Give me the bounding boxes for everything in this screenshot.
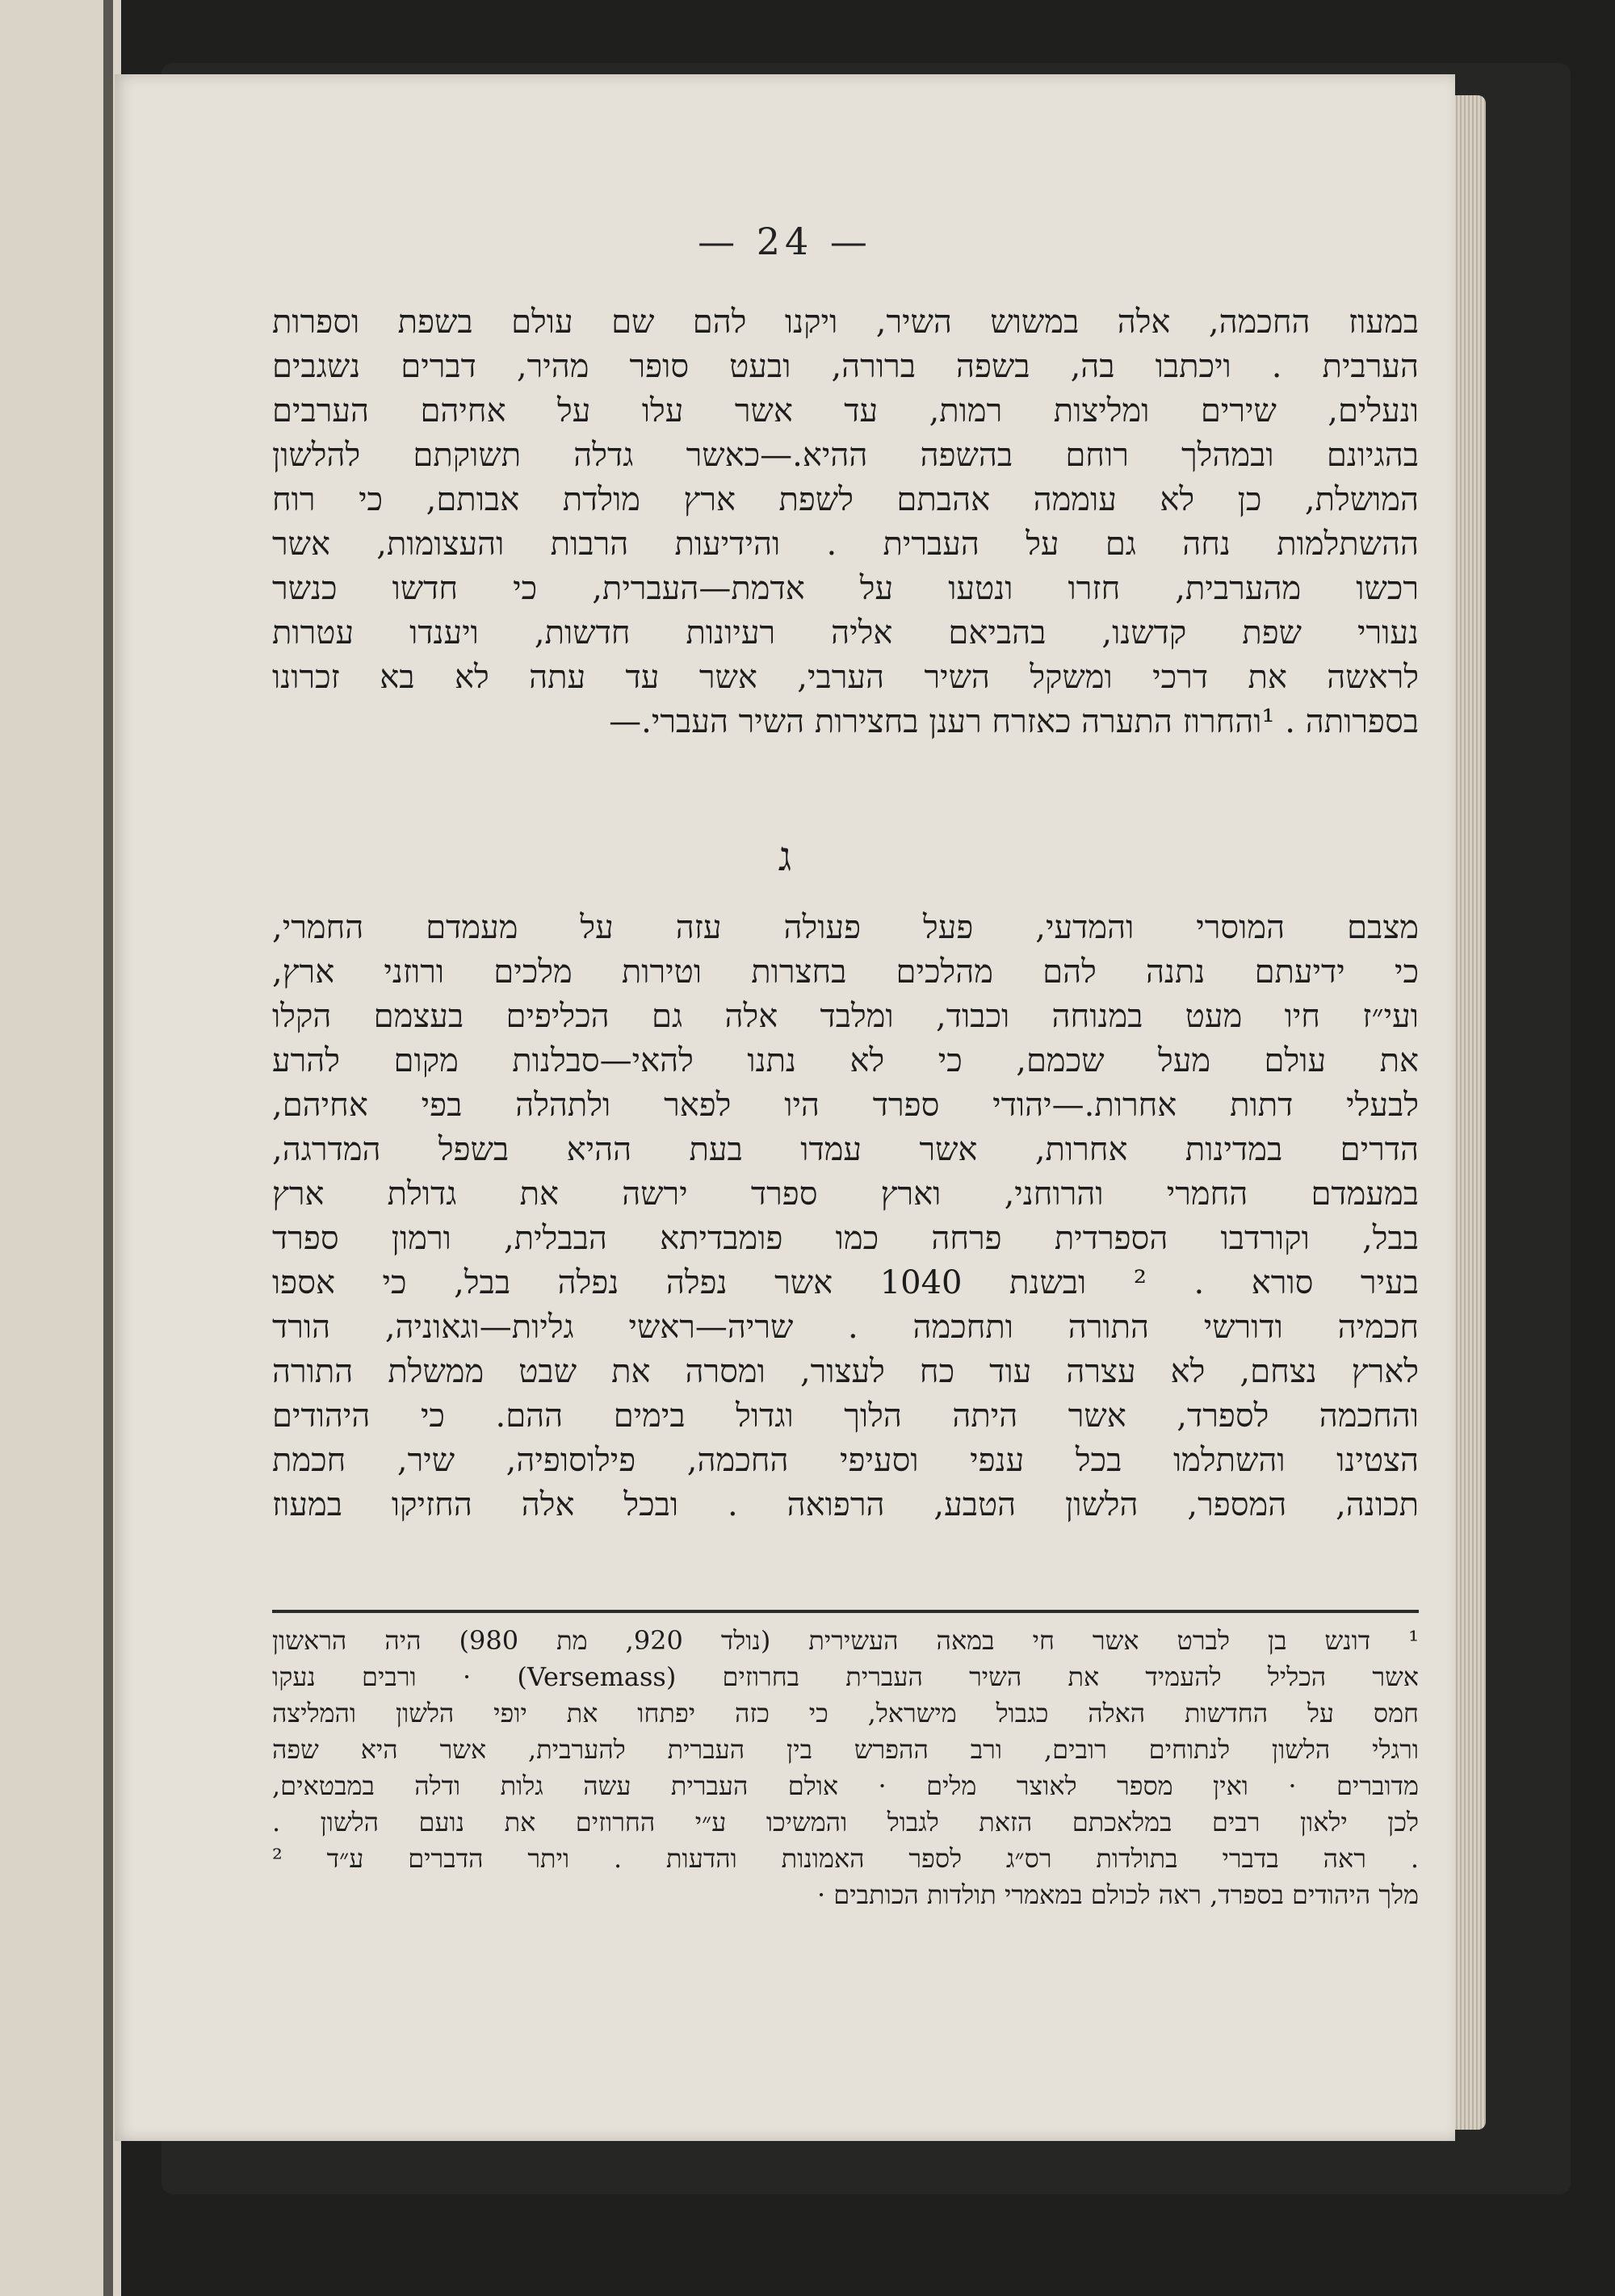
text-line: רכשו מהערבית, חזרו ונטעו על אדמת—העברית, כי חדשו כנשר: [272, 570, 1419, 607]
footnote-line: חמס על החדשות האלה כגבול מישראל, כי כזה יפתחו את יופי הלשון והמליצה: [272, 1698, 1419, 1728]
text-line: ההשתלמות נחה גם על העברית . והידיעות הרבות והעצומות, אשר: [272, 526, 1419, 563]
footnotes: [272, 1623, 1419, 1913]
text-line: ונעלים, שירים ומליצות רמות, עד אשר עלו על אחיהם הערבים: [272, 392, 1419, 429]
text-line: את עולם מעל שכמם, כי לא נתנו להאי—סבלנות מקום להרע: [272, 1042, 1419, 1079]
footnote-line: לכן ילאון רבים במלאכתם הזאת לגבול והמשיכו ע״י החרוזים את נועם הלשון .: [272, 1807, 1419, 1837]
text-line: מצבם המוסרי והמדעי, פעל פעולה עזה על מעמדם החמרי,: [272, 909, 1419, 946]
footnote-line: . ראה בדברי בתולדות רס״ג לספר האמונות והדעות . ויתר הדברים ע״ד ²: [272, 1843, 1419, 1874]
text-line: לארץ נצחם, לא עצרה עוד כח לעצור, ומסרה את שבט ממשלת התורה: [272, 1353, 1419, 1390]
page-number: — 24 —: [698, 220, 872, 263]
text-line: בספרותה . ¹והחרוז התערה כאזרח רענן בחצירות השיר העברי.—: [609, 703, 1419, 740]
footnote-line: ורגלי הלשון לנתוחים רובים, ורב ההפרש בין העברית להערבית, אשר היא שפה: [272, 1734, 1419, 1765]
paragraph-1: [272, 300, 1419, 744]
text-line: הצטינו והשתלמו בכל ענפי וסעיפי החכמה, פילוסופיה, שיר, חכמת: [272, 1442, 1419, 1479]
book-gutter: [103, 0, 113, 2296]
text-line: לראשה את דרכי ומשקל השיר הערבי, אשר עד עתה לא בא זכרונו: [272, 659, 1419, 696]
footnote-line: אשר הכליל להעמיד את השיר העברית בחרוזים (Versemass) · ורבים נעקו: [272, 1661, 1419, 1692]
footnote-line: מדוברים · ואין מספר לאוצר מלים · אולם העברית עשה גלות ודלה במבטאים,: [272, 1770, 1419, 1801]
text-line: ועי״ז חיו מעט במנוחה וכבוד, ומלבד אלה גם הכליפים בעצמם הקלו: [272, 998, 1419, 1035]
text-line: בעיר סורא . ² ובשנת 1040 אשר נפלה נפלה בבל, כי אספו: [272, 1264, 1419, 1301]
text-line: בבל, וקורדבו הספרדית פרחה כמו פומבדיתא הבבלית, ורמון ספרד: [272, 1220, 1419, 1257]
text-line: והחכמה לספרד, אשר היתה הלוך וגדול בימים ההם. כי היהודים: [272, 1397, 1419, 1435]
section-heading: ג: [778, 833, 792, 880]
footnote-line: ¹ דונש בן לברט אשר חי במאה העשירית (נולד 920, מת 980) היה הראשון: [272, 1625, 1419, 1656]
text-line: במעמדם החמרי והרוחני, וארץ ספרד ירשה את גדולת ארץ: [272, 1175, 1419, 1213]
text-line: בהגיונם ובמהלך רוחם בהשפה ההיא.—כאשר גדלה תשוקתם להלשון: [272, 437, 1419, 474]
text-line: הערבית . ויכתבו בה, בשפה ברורה, ובעט סופר מהיר, דברים נשגבים: [272, 348, 1419, 385]
text-line: תכונה, המספר, הלשון הטבע, הרפואה . ובכל אלה החזיקו במעוז: [272, 1486, 1419, 1523]
paragraph-2: [272, 906, 1419, 1527]
text-line: המושלת, כן לא עוממה אהבתם לשפת ארץ מולדת אבותם, כי רוח: [272, 481, 1419, 518]
text-line: הדרים במדינות אחרות, אשר עמדו בעת ההיא בשפל המדרגה,: [272, 1131, 1419, 1168]
book-page: [115, 74, 1455, 2141]
text-line: לבעלי דתות אחרות.—יהודי ספרד היו לפאר ולתהלה בפי אחיהם,: [272, 1087, 1419, 1124]
text-line: כי ידיעתם נתנה להם מהלכים בחצרות וטירות מלכים ורוזני ארץ,: [272, 953, 1419, 991]
text-line: נעורי שפת קדשנו, בהביאם אליה רעיונות חדשות, ויענדו עטרות: [272, 614, 1419, 652]
text-line: חכמיה ודורשי התורה ותחכמה . שריה—ראשי גליות—וגאוניה, הורד: [272, 1309, 1419, 1346]
footnote-line: מלך היהודים בספרד, ראה לכולם במאמרי תולדות הכותבים ·: [816, 1879, 1419, 1910]
text-line: במעוז החכמה, אלה במשוש השיר, ויקנו להם שם עולם בשפת וספרות: [272, 304, 1419, 341]
footnote-rule: [272, 1610, 1419, 1613]
